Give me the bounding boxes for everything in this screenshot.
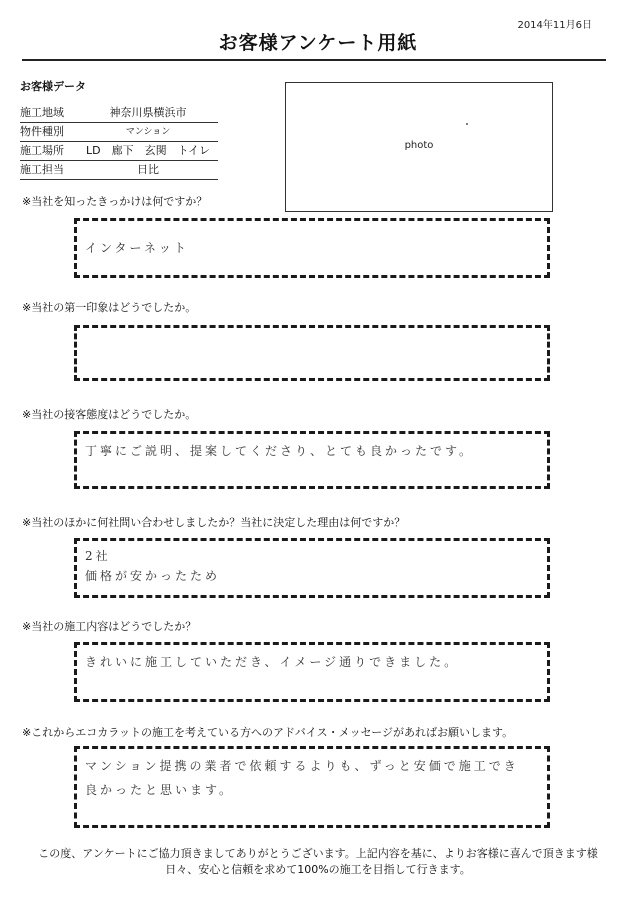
question-first-impression: ※当社の第一印象はどうでしたか。 [22,301,197,314]
info-value: LD 廊下 玄関 トイレ [85,144,211,157]
page-title: お客様アンケート用紙 [218,32,418,54]
footer-line-2: 日々、安心と信頼を求めて100%の施工を目指して行きます。 [165,863,471,876]
answer-line: 丁寧にご説明、提案してくださり、とても良かったです。 [85,444,475,458]
info-row-area [20,104,218,123]
answer-box-other-companies [74,538,550,598]
info-label: 施工地域 [20,106,64,119]
info-row-location [20,142,218,161]
answer-line: インターネット [85,241,189,255]
question-other-companies: ※当社のほかに何社問い合わせしましたか？当社に決定した理由は何ですか？ [22,516,406,529]
info-label: 物件種別 [20,125,64,138]
answer-box-how-found [74,218,550,278]
answer-line: 良かったと思います。 [85,783,235,797]
photo-label: photo [404,140,434,151]
info-value: マンション [125,127,171,137]
answer-line: 2社 [85,549,111,563]
answer-box-service-attitude [74,431,550,489]
answer-line: 価格が安かったため [85,569,221,583]
customer-data-table [20,104,218,180]
title-underline [22,59,606,61]
question-how-found: ※当社を知ったきっかけは何ですか？ [22,195,208,208]
customer-data-heading: お客様データ [20,80,86,93]
answer-box-advice-message [74,746,550,828]
answer-line: きれいに施工していただき、イメージ通りできました。 [85,655,460,669]
question-advice-message: ※これからエコカラットの施工を考えている方へのアドバイス・メッセージがあればお願いします。 [22,726,514,739]
footer-line-1: この度、アンケートにご協力頂きましてありがとうございます。上記内容を基に、よりお客様に喜んで頂きます様 [38,847,598,860]
info-value: 日比 [137,163,159,176]
info-label: 施工担当 [20,163,64,176]
answer-box-first-impression [74,325,550,381]
photo-dot [466,123,468,125]
info-row-property-type [20,123,218,142]
info-label: 施工場所 [20,144,64,157]
question-work-quality: ※当社の施工内容はどうでしたか？ [22,620,197,633]
answer-line: マンション提携の業者で依頼するよりも、ずっと安価で施工でき [85,759,519,773]
question-service-attitude: ※当社の接客態度はどうでしたか。 [22,408,197,421]
info-value: 神奈川県横浜市 [109,106,187,119]
answer-box-work-quality [74,642,550,702]
info-row-staff [20,161,218,180]
survey-date: 2014年11月6日 [517,20,592,31]
photo-placeholder [285,82,553,212]
